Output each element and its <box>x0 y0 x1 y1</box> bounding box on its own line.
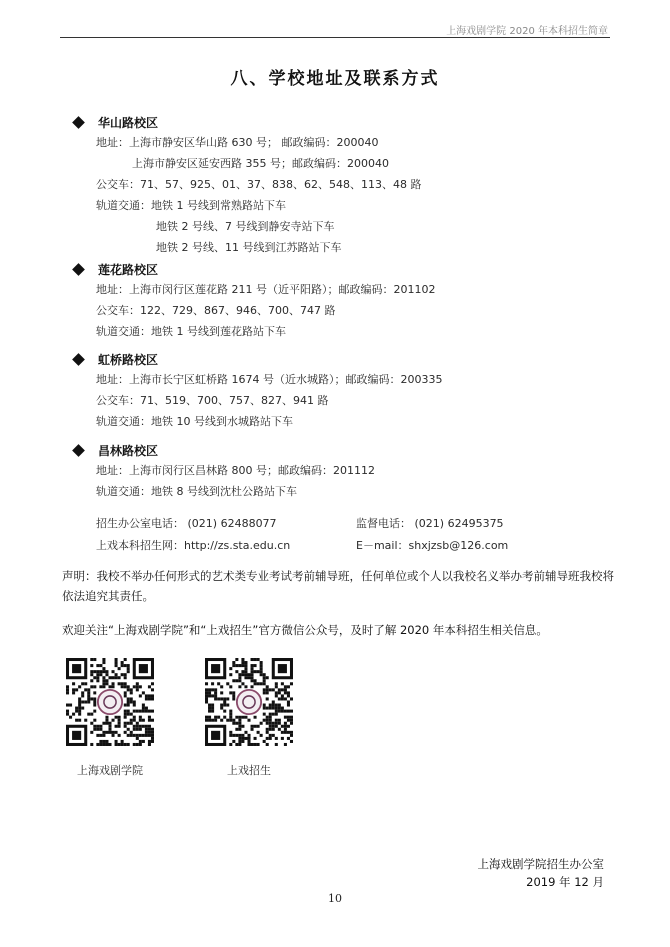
header-rule <box>60 37 610 38</box>
qr-code-icon <box>205 658 293 746</box>
campus-changlin <box>72 440 375 502</box>
running-header: 上海戏剧学院 2020 年本科招生简章 <box>446 26 608 37</box>
page-number: 10 <box>328 892 342 905</box>
campus-metro: 轨道交通：地铁 8 号线到沈杜公路站下车 <box>96 485 297 498</box>
qr-label: 上戏招生 <box>227 764 271 777</box>
diamond-bullet-icon <box>72 116 85 129</box>
supervision-phone: 监督电话： (021) 62495375 <box>356 517 504 530</box>
campus-name: 虹桥路校区 <box>98 352 159 367</box>
campus-name: 莲花路校区 <box>98 262 159 277</box>
campus-name: 昌林路校区 <box>98 443 159 458</box>
wechat-notice: 欢迎关注“上海戏剧学院”和“上戏招生”官方微信公众号，及时了解 2020 年本科招生相关信息。 <box>62 623 548 637</box>
campus-address: 地址：上海市长宁区虹桥路 1674 号（近水城路）；邮政编码：200335 <box>96 373 443 386</box>
campus-metro-alt: 地铁 2 号线、11 号线到江苏路站下车 <box>156 241 342 254</box>
diamond-bullet-icon <box>72 263 85 276</box>
campus-bus: 公交车：122、729、867、946、700、747 路 <box>96 304 336 317</box>
campus-address-secondary: 上海市静安区延安西路 355 号；邮政编码：200040 <box>132 157 389 170</box>
campus-huashan <box>72 112 421 258</box>
disclaimer-statement: 声明：我校不举办任何形式的艺术类专业考试考前辅导班，任何单位或个人以我校名义举办考前辅导班我校将依法追究其责任。 <box>62 569 614 603</box>
qr-code-icon <box>66 658 154 746</box>
signoff-date: 2019 年 12 月 <box>526 875 604 889</box>
admissions-website-link[interactable]: 上戏本科招生网：http://zs.sta.edu.cn <box>96 539 291 552</box>
page-title: 八、学校地址及联系方式 <box>230 69 440 89</box>
signoff-office: 上海戏剧学院招生办公室 <box>477 857 604 871</box>
campus-address: 地址：上海市静安区华山路 630 号； 邮政编码：200040 <box>96 136 379 149</box>
diamond-bullet-icon <box>72 444 85 457</box>
campus-bus: 公交车：71、519、700、757、827、941 路 <box>96 394 329 407</box>
campus-address: 地址：上海市闵行区昌林路 800 号；邮政编码：201112 <box>96 464 375 477</box>
campus-lianhua <box>72 259 435 342</box>
admissions-phone: 招生办公室电话： (021) 62488077 <box>96 517 277 530</box>
campus-bus: 公交车：71、57、925、01、37、838、62、548、113、48 路 <box>96 178 422 191</box>
campus-address: 地址：上海市闵行区莲花路 211 号（近平阳路）；邮政编码：201102 <box>96 283 436 296</box>
campus-metro: 轨道交通：地铁 10 号线到水城路站下车 <box>96 415 293 428</box>
campus-metro: 轨道交通：地铁 1 号线到莲花路站下车 <box>96 325 286 338</box>
email-link[interactable]: E－mail：shxjzsb@126.com <box>356 539 509 552</box>
qr-label: 上海戏剧学院 <box>77 764 143 777</box>
campus-name: 华山路校区 <box>98 115 159 130</box>
campus-metro-alt: 地铁 2 号线、7 号线到静安寺站下车 <box>156 220 335 233</box>
diamond-bullet-icon <box>72 353 85 366</box>
campus-metro: 轨道交通：地铁 1 号线到常熟路站下车 <box>96 199 286 212</box>
campus-hongqiao <box>72 349 442 432</box>
contact-block <box>96 513 566 557</box>
